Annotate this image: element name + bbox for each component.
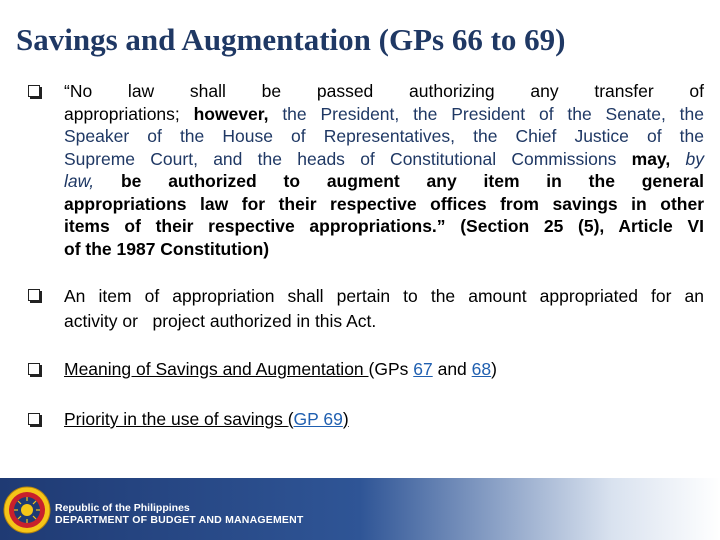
quote-line-6: appropriations law for their respective offices from savings in other bbox=[64, 193, 704, 214]
text-span: ) bbox=[491, 359, 497, 379]
appropriation-text bbox=[64, 284, 704, 334]
bullet-priority-savings bbox=[28, 408, 704, 432]
quote-line-3: Speaker of the House of Representatives, the Chief Justice of the bbox=[64, 126, 704, 146]
meaning-link[interactable]: Meaning of Savings and Augmentation bbox=[64, 359, 369, 379]
text-span: and bbox=[432, 359, 472, 379]
footer-department: DEPARTMENT OF BUDGET AND MANAGEMENT bbox=[55, 514, 304, 526]
dbm-seal-icon bbox=[3, 486, 51, 534]
checkbox-bullet-icon bbox=[28, 289, 40, 301]
footer-agency bbox=[55, 502, 304, 526]
footer bbox=[0, 478, 720, 540]
checkbox-bullet-icon bbox=[28, 413, 40, 425]
quote-line-8: of the 1987 Constitution) bbox=[64, 238, 270, 259]
text-span: by bbox=[670, 148, 704, 169]
checkbox-bullet-icon bbox=[28, 85, 40, 97]
priority-text bbox=[64, 408, 704, 431]
gp-69-link[interactable]: GP 69 bbox=[293, 409, 343, 429]
quote-line-7: items of their respective appropriations.” (Section 25 (5), Article VI bbox=[64, 216, 704, 236]
gp-67-link[interactable]: 67 bbox=[413, 359, 433, 379]
text-span: appropriations; bbox=[64, 103, 194, 124]
text-span: may, bbox=[631, 148, 671, 169]
text-span: however, bbox=[193, 103, 269, 124]
bullet-meaning-of-savings bbox=[28, 358, 704, 382]
priority-link[interactable]: Priority in the use of savings bbox=[64, 409, 288, 429]
text-span: ( bbox=[287, 409, 294, 429]
quote-line-5 bbox=[64, 170, 704, 193]
quote-text bbox=[64, 80, 704, 260]
quote-line-1: “No law shall be passed authorizing any transfer of bbox=[64, 81, 704, 101]
text-span: Supreme Court, and the heads of Constitutional Commissions bbox=[64, 148, 632, 169]
checkbox-bullet-icon bbox=[28, 363, 40, 375]
text-span: (GPs bbox=[368, 359, 414, 379]
bullet-constitution-quote bbox=[28, 80, 704, 259]
appropriation-line-1: An item of appropriation shall pertain to the amount appropriated for an bbox=[64, 286, 704, 306]
meaning-text bbox=[64, 358, 704, 381]
text-span: law, bbox=[64, 171, 95, 191]
appropriation-line-2: activity or project authorized in this Act. bbox=[64, 311, 377, 331]
gp-68-link[interactable]: 68 bbox=[471, 359, 492, 379]
footer-republic: Republic of the Philippines bbox=[55, 502, 190, 514]
text-span: ) bbox=[342, 409, 349, 429]
quote-line-2 bbox=[64, 103, 704, 126]
text-span: be authorized to augment any item in the general bbox=[94, 171, 704, 191]
bullet-item-of-appropriation bbox=[28, 284, 704, 334]
quote-line-4 bbox=[64, 148, 704, 171]
text-span: the President, the President of the Senate, the bbox=[268, 103, 704, 124]
slide-title: Savings and Augmentation (GPs 66 to 69) bbox=[16, 22, 566, 57]
